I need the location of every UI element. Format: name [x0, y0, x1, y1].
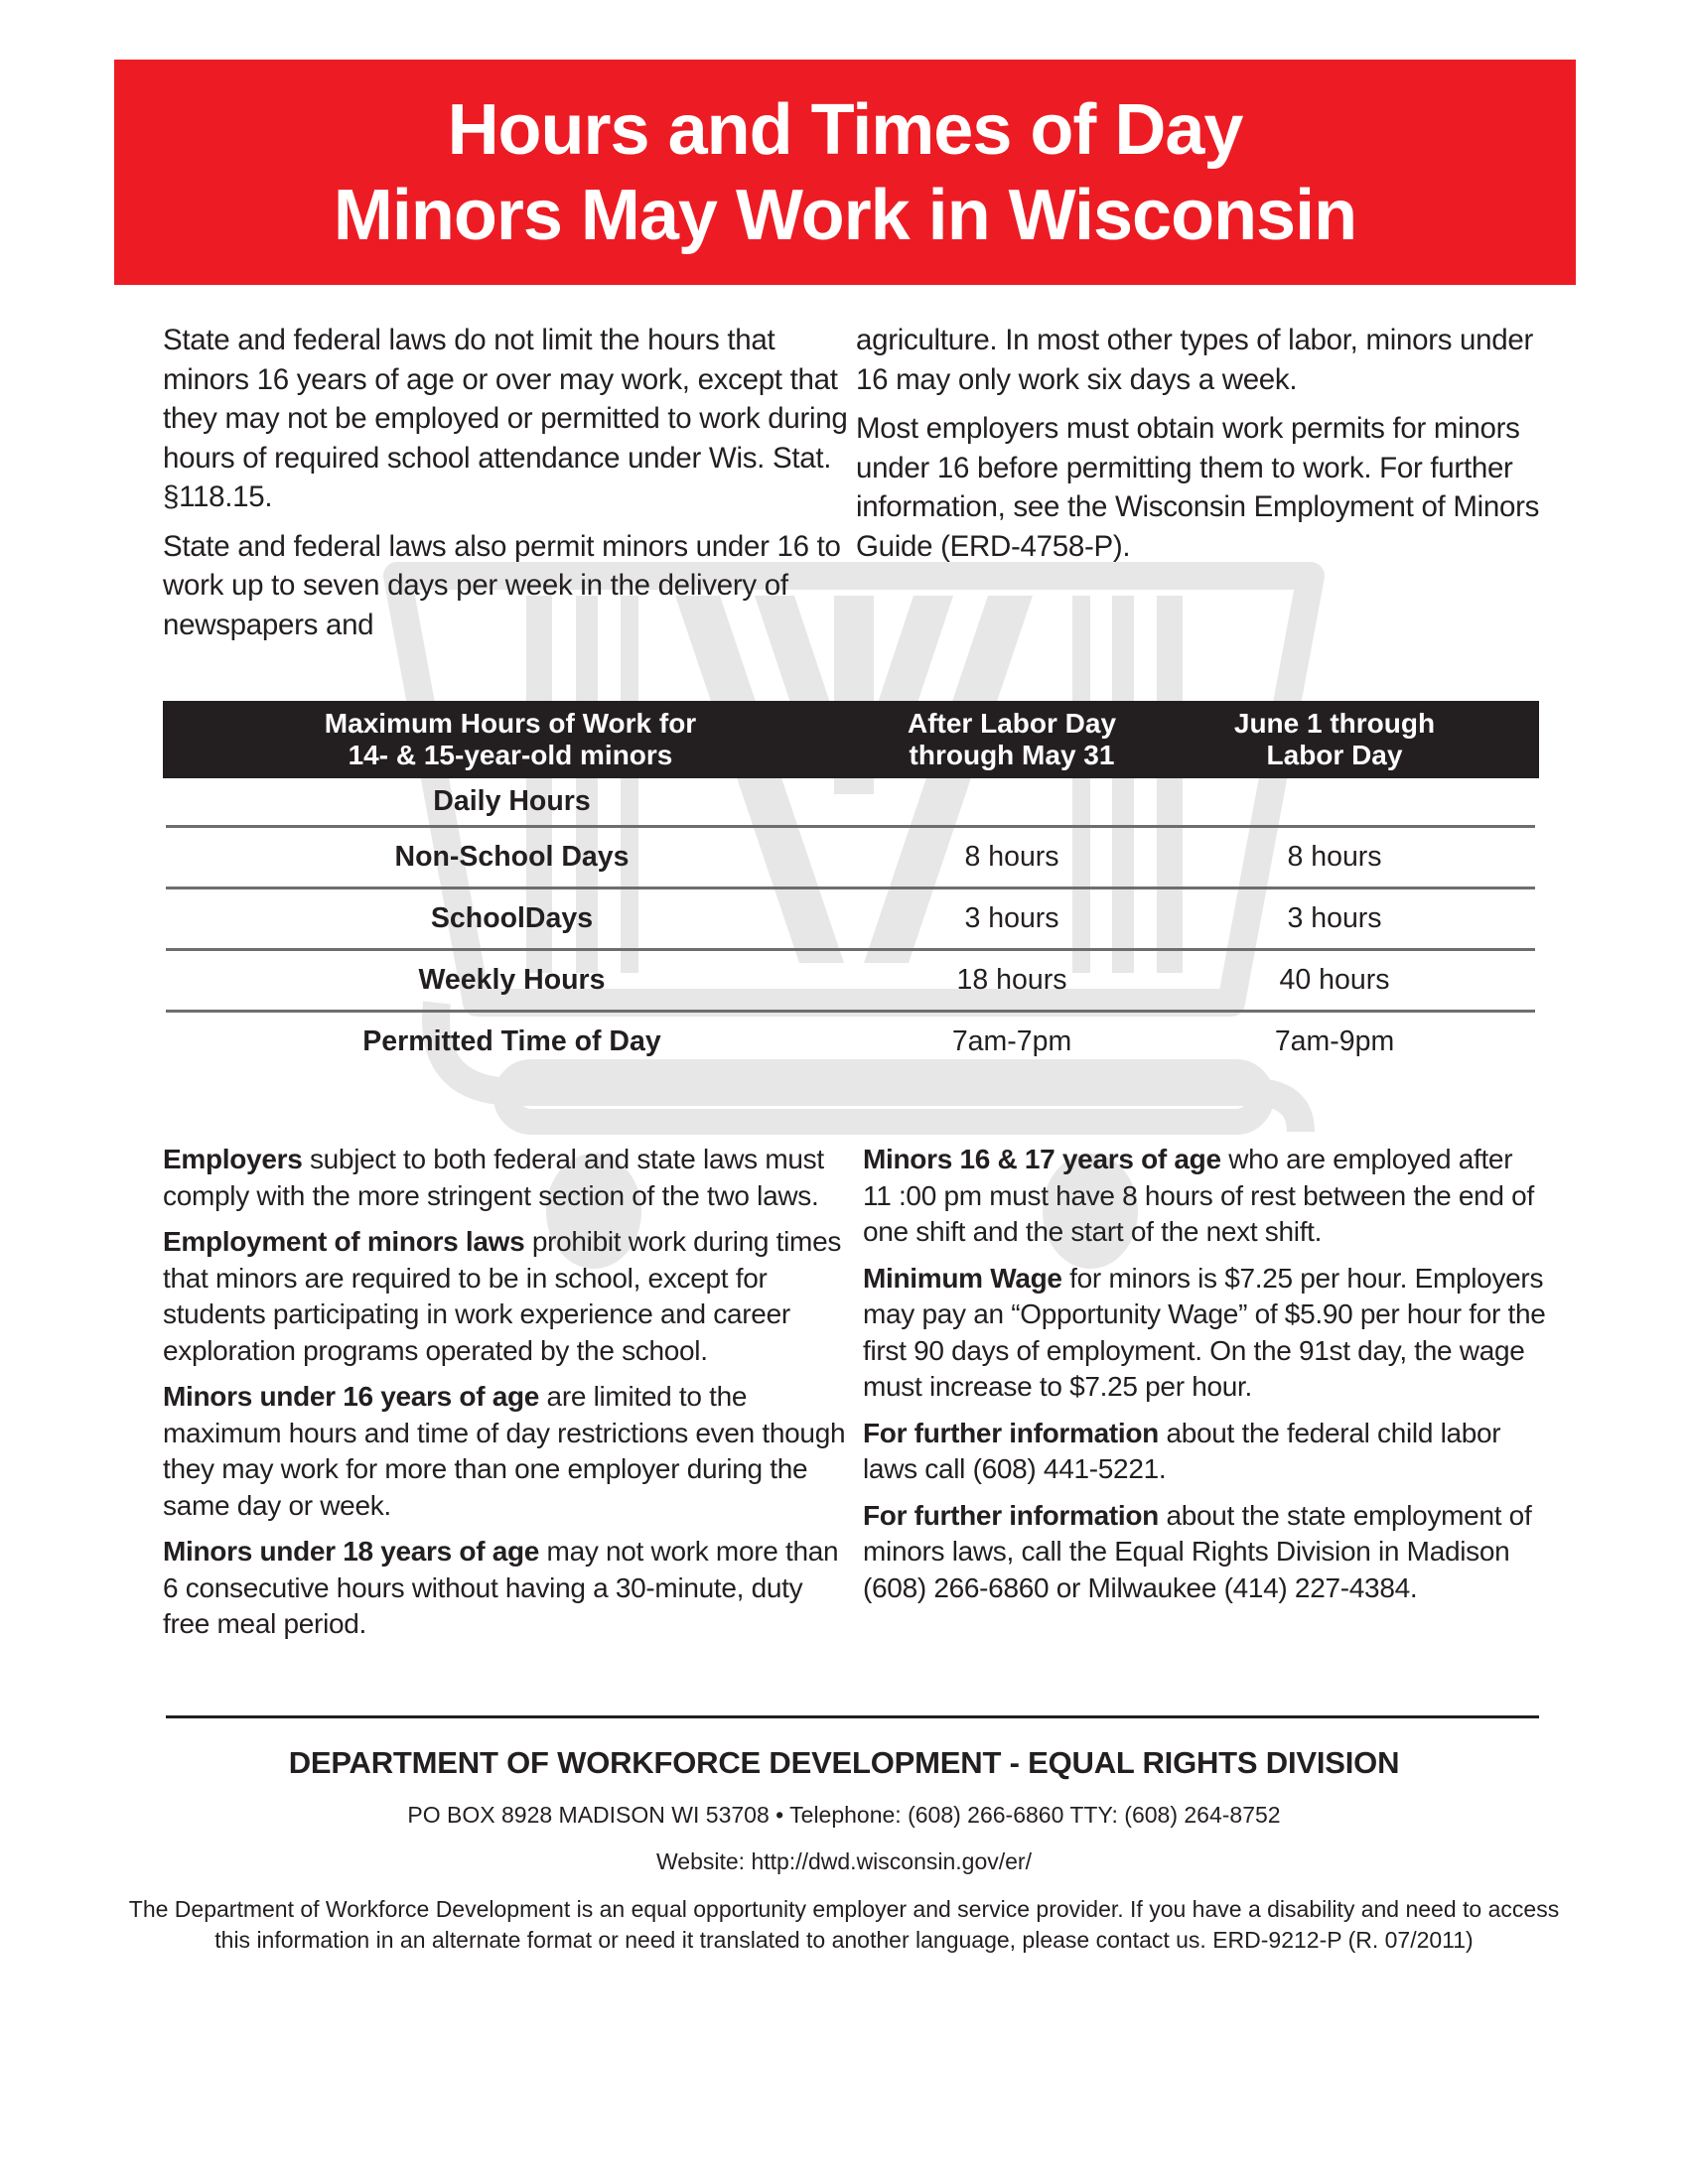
- detail-paragraph: [863, 1261, 1548, 1406]
- detail-text: subject to both federal and state laws must comply with the more stringent section of the two laws.: [163, 1144, 824, 1211]
- intro-right-column: [856, 321, 1541, 576]
- detail-text: for minors is $7.25 per hour. Employers may pay an “Opportunity Wage” of $5.90 per hour for the first 90 days of employment. On the 91st day, the wage must increase to $7.25 per hour.: [863, 1262, 1546, 1402]
- detail-paragraph: [163, 1534, 848, 1643]
- row-school-year-value: 18 hours: [956, 964, 1067, 996]
- detail-text: prohibit work during times that minors are required to be in school, except for students participating in work experience and career exploration programs operated by the school.: [163, 1226, 842, 1366]
- detail-lead: For further information: [863, 1499, 1159, 1531]
- detail-lead: For further information: [863, 1417, 1159, 1448]
- title-banner: [114, 60, 1576, 285]
- header-school-year-line-1: After Labor Day: [907, 708, 1117, 739]
- footer-disclaimer: The Department of Workforce Development is an equal opportunity employer and service provider. If you have a disability and need to access this information in an alternate format or need it translated to another language, please contact us. ERD-9212-P (R. 07/2011): [128, 1896, 1560, 1953]
- row-school-year-value: 8 hours: [964, 841, 1059, 873]
- table-row: [166, 951, 1535, 1013]
- row-summer-value: 7am-9pm: [1274, 1025, 1395, 1057]
- footer-department: DEPARTMENT OF WORKFORCE DEVELOPMENT - EQUAL RIGHTS DIVISION: [288, 1745, 1400, 1780]
- header-category-line-1: Maximum Hours of Work for: [324, 708, 697, 739]
- detail-text: about the state employment of minors laws, call the Equal Rights Division in Madison (608) 266-6860 or Milwaukee (414) 227-4384.: [863, 1499, 1532, 1603]
- footer-divider: [166, 1715, 1539, 1718]
- page-title-line-1: Hours and Times of Day: [447, 89, 1243, 170]
- detail-lead: Minors under 16 years of age: [163, 1381, 540, 1412]
- detail-text: are limited to the maximum hours and time of day restrictions even though they may work for more than one employer during the same day or week.: [163, 1381, 846, 1521]
- detail-text: about the federal child labor laws call (608) 441-5221.: [863, 1417, 1501, 1484]
- header-summer-line-2: Labor Day: [1266, 740, 1403, 770]
- detail-paragraph: [163, 1379, 848, 1524]
- header-category-line-2: 14- & 15-year-old minors: [348, 740, 673, 770]
- detail-paragraph: [863, 1416, 1548, 1488]
- row-summer-value: 40 hours: [1279, 964, 1390, 996]
- detail-lead: Minimum Wage: [863, 1262, 1062, 1294]
- intro-left-column: [163, 321, 848, 654]
- intro-paragraph: State and federal laws also permit minors under 16 to work up to seven days per week in the delivery of newspapers and: [163, 529, 841, 641]
- row-label: Non-School Days: [394, 841, 630, 873]
- table-row: [166, 778, 1535, 828]
- detail-lead: Employment of minors laws: [163, 1226, 525, 1257]
- detail-paragraph: [863, 1142, 1548, 1251]
- table-row: [166, 889, 1535, 951]
- header-summer: [1166, 708, 1503, 771]
- detail-paragraph: [163, 1142, 848, 1214]
- detail-lead: Minors under 18 years of age: [163, 1536, 540, 1567]
- row-summer-value: 3 hours: [1287, 902, 1382, 934]
- detail-lead: Employers: [163, 1144, 303, 1174]
- header-category: [163, 708, 858, 771]
- intro-paragraph: State and federal laws do not limit the hours that minors 16 years of age or over may work, except that they may not be employed or permitted to work during hours of required school attendance under Wis. Stat. §118.15.: [163, 324, 848, 513]
- row-school-year-value: 3 hours: [964, 902, 1059, 934]
- details-right-column: [863, 1142, 1548, 1616]
- intro-paragraph: Most employers must obtain work permits for minors under 16 before permitting them to work. For further information, see the Wisconsin Employment of Minors Guide (ERD-4758-P).: [856, 412, 1540, 563]
- detail-paragraph: [163, 1224, 848, 1369]
- intro-paragraph: agriculture. In most other types of labor, minors under 16 may only work six days a week.: [856, 324, 1534, 396]
- header-school-year-line-2: through May 31: [909, 740, 1115, 770]
- footer-website: Website: http://dwd.wisconsin.gov/er/: [656, 1848, 1032, 1874]
- row-school-year-value: 7am-7pm: [951, 1025, 1072, 1057]
- table-header: [163, 701, 1539, 778]
- page-title-line-2: Minors May Work in Wisconsin: [333, 175, 1357, 255]
- table-row: [166, 828, 1535, 889]
- row-summer-value: 8 hours: [1287, 841, 1382, 873]
- max-hours-table: [163, 701, 1539, 1071]
- footer-address: PO BOX 8928 MADISON WI 53708 • Telephone: (608) 266-6860 TTY: (608) 264-8752: [407, 1802, 1281, 1828]
- row-label: SchoolDays: [430, 902, 594, 934]
- detail-text: who are employed after 11 :00 pm must have 8 hours of rest between the end of one shift and the start of the next shift.: [863, 1144, 1534, 1247]
- detail-text: may not work more than 6 consecutive hours without having a 30-minute, duty free meal period.: [163, 1536, 839, 1639]
- detail-paragraph: [863, 1498, 1548, 1607]
- row-label: Permitted Time of Day: [362, 1025, 661, 1057]
- table-row: [166, 1013, 1535, 1071]
- header-school-year: [858, 708, 1166, 771]
- details-left-column: [163, 1142, 848, 1653]
- row-label: Weekly Hours: [418, 964, 606, 996]
- row-label: Daily Hours: [433, 785, 591, 817]
- detail-lead: Minors 16 & 17 years of age: [863, 1144, 1221, 1174]
- header-summer-line-1: June 1 through: [1233, 708, 1436, 739]
